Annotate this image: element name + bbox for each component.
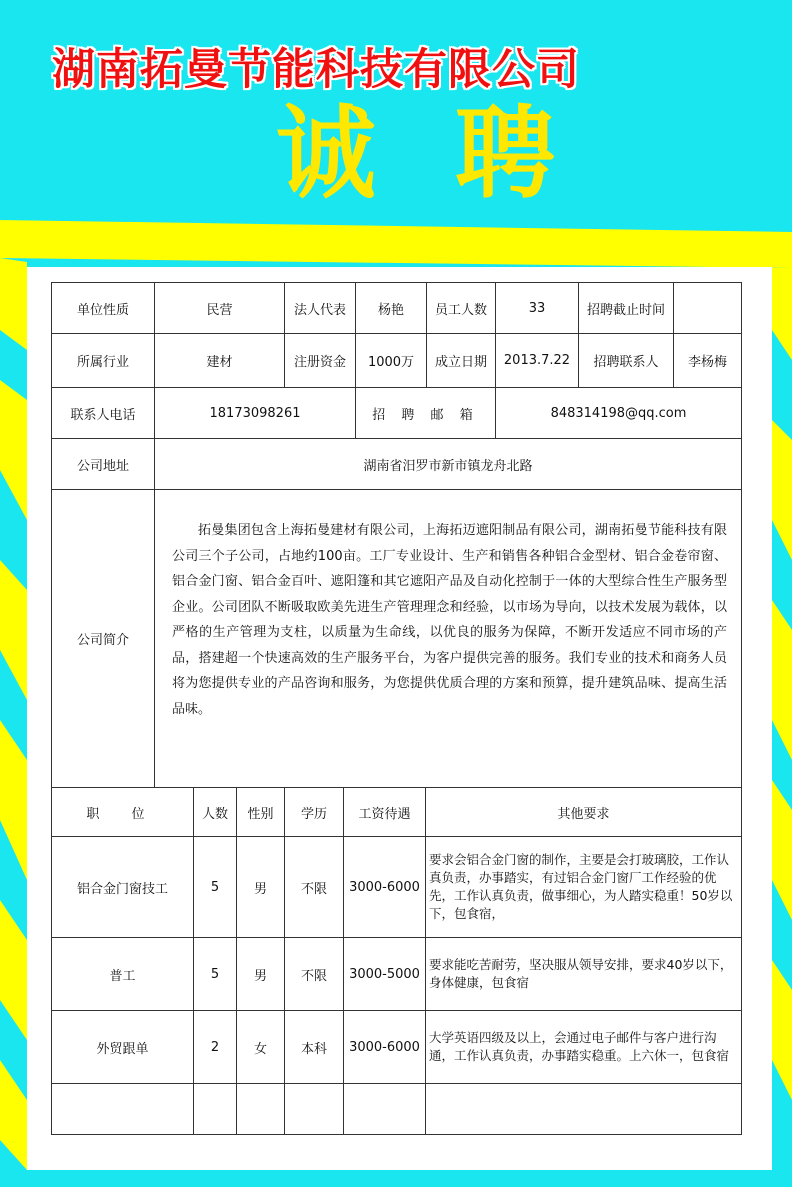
phone-label: 联系人电话 — [52, 388, 155, 439]
job-position: 外贸跟单 — [52, 1011, 194, 1084]
header-count: 人数 — [194, 788, 237, 837]
info-row-3 — [52, 388, 742, 439]
table-row — [52, 1011, 742, 1084]
capital-label: 注册资金 — [285, 334, 356, 388]
job-count: 2 — [194, 1011, 237, 1084]
intro-cell — [155, 490, 742, 788]
employees-label: 员工人数 — [427, 283, 496, 334]
legal-rep-value: 杨艳 — [356, 283, 427, 334]
table-row — [52, 837, 742, 938]
nature-value: 民营 — [155, 283, 285, 334]
job-salary: 3000-5000 — [344, 938, 426, 1011]
yellow-wedge-right-4 — [772, 780, 792, 920]
yellow-wedge-left-3 — [0, 560, 27, 700]
nature-label: 单位性质 — [52, 283, 155, 334]
intro-label: 公司简介 — [52, 490, 155, 788]
yellow-band-top — [0, 220, 792, 268]
email-label: 招 聘 邮 箱 — [356, 388, 496, 439]
info-row-4 — [52, 439, 742, 490]
deadline-value — [674, 283, 742, 334]
job-education: 不限 — [285, 837, 344, 938]
job-position — [52, 1084, 194, 1135]
table-row — [52, 938, 742, 1011]
legal-rep-label: 法人代表 — [285, 283, 356, 334]
jobs-table — [51, 787, 742, 1135]
job-salary: 3000-6000 — [344, 1011, 426, 1084]
jobs-header-row — [52, 788, 742, 837]
job-education: 不限 — [285, 938, 344, 1011]
contact-label: 招聘联系人 — [579, 334, 674, 388]
info-row-2 — [52, 334, 742, 388]
header-salary: 工资待遇 — [344, 788, 426, 837]
job-education — [285, 1084, 344, 1135]
yellow-wedge-left-6 — [0, 1060, 27, 1170]
job-education: 本科 — [285, 1011, 344, 1084]
company-info-table — [51, 282, 742, 788]
job-requirements — [426, 1084, 742, 1135]
job-gender: 男 — [237, 837, 285, 938]
deadline-label: 招聘截止时间 — [579, 283, 674, 334]
header-position: 职 位 — [52, 788, 194, 837]
yellow-wedge-right-2 — [772, 420, 792, 560]
info-row-5 — [52, 490, 742, 788]
job-requirements: 大学英语四级及以上，会通过电子邮件与客户进行沟通，工作认真负责，办事踏实稳重。上六休一，包食宿 — [426, 1011, 742, 1084]
job-salary — [344, 1084, 426, 1135]
address-label: 公司地址 — [52, 439, 155, 490]
job-count — [194, 1084, 237, 1135]
phone-value: 18173098261 — [155, 388, 356, 439]
header-education: 学历 — [285, 788, 344, 837]
job-position: 铝合金门窗技工 — [52, 837, 194, 938]
yellow-wedge-right-3 — [772, 600, 792, 760]
job-gender — [237, 1084, 285, 1135]
yellow-wedge-left-4 — [0, 720, 27, 880]
table-row — [52, 1084, 742, 1135]
yellow-wedge-right-1 — [772, 268, 792, 360]
job-gender: 男 — [237, 938, 285, 1011]
info-row-1 — [52, 283, 742, 334]
job-requirements: 要求能吃苦耐劳，坚决服从领导安排，要求40岁以下，身体健康，包食宿 — [426, 938, 742, 1011]
yellow-wedge-left-2 — [0, 380, 27, 520]
header-gender: 性别 — [237, 788, 285, 837]
company-title: 湖南拓曼节能科技有限公司 — [52, 45, 580, 95]
job-gender: 女 — [237, 1011, 285, 1084]
employees-value: 33 — [496, 283, 579, 334]
capital-value: 1000万 — [356, 334, 427, 388]
industry-value: 建材 — [155, 334, 285, 388]
company-intro: 拓曼集团包含上海拓曼建材有限公司，上海拓迈遮阳制品有限公司，湖南拓曼节能科技有限公司三个子公司，占地约100亩。工厂专业设计、生产和销售各种铝合金型材、铝合金卷帘窗、铝合金门窗、铝合金百叶、遮阳篷和其它遮阳产品及自动化控制于一体的大型综合性生产服务型企业。公司团队不断吸取欧美先进生产管理理念和经验，以市场为导向，以技术发展为载体，以严格的生产管理为支柱，以质量为生命线，以优良的服务为保障，不断开发适应不同市场的产品，搭建超一个快速高效的生产服务平台，为客户提供完善的服务。我们专业的技术和商务人员将为您提供专业的产品咨询和服务，为您提供优质合理的方案和预算，提升建筑品味、提高生活品味。 — [172, 523, 727, 717]
email-value: 848314198@qq.com — [496, 388, 742, 439]
address-value: 湖南省汨罗市新市镇龙舟北路 — [155, 439, 742, 490]
yellow-wedge-left-1 — [0, 258, 27, 350]
job-count: 5 — [194, 938, 237, 1011]
founded-label: 成立日期 — [427, 334, 496, 388]
job-count: 5 — [194, 837, 237, 938]
founded-value: 2013.7.22 — [496, 334, 579, 388]
header-other: 其他要求 — [426, 788, 742, 837]
contact-value: 李杨梅 — [674, 334, 742, 388]
job-position: 普工 — [52, 938, 194, 1011]
industry-label: 所属行业 — [52, 334, 155, 388]
hiring-headline: 诚 聘 — [276, 95, 577, 212]
yellow-wedge-left-5 — [0, 900, 27, 1040]
job-requirements: 要求会铝合金门窗的制作，主要是会打玻璃胶，工作认真负责，办事踏实，有过铝合金门窗厂工作经验的优先，工作认真负责，做事细心，为人踏实稳重！50岁以下，包食宿， — [426, 837, 742, 938]
yellow-wedge-right-5 — [772, 960, 792, 1100]
job-salary: 3000-6000 — [344, 837, 426, 938]
